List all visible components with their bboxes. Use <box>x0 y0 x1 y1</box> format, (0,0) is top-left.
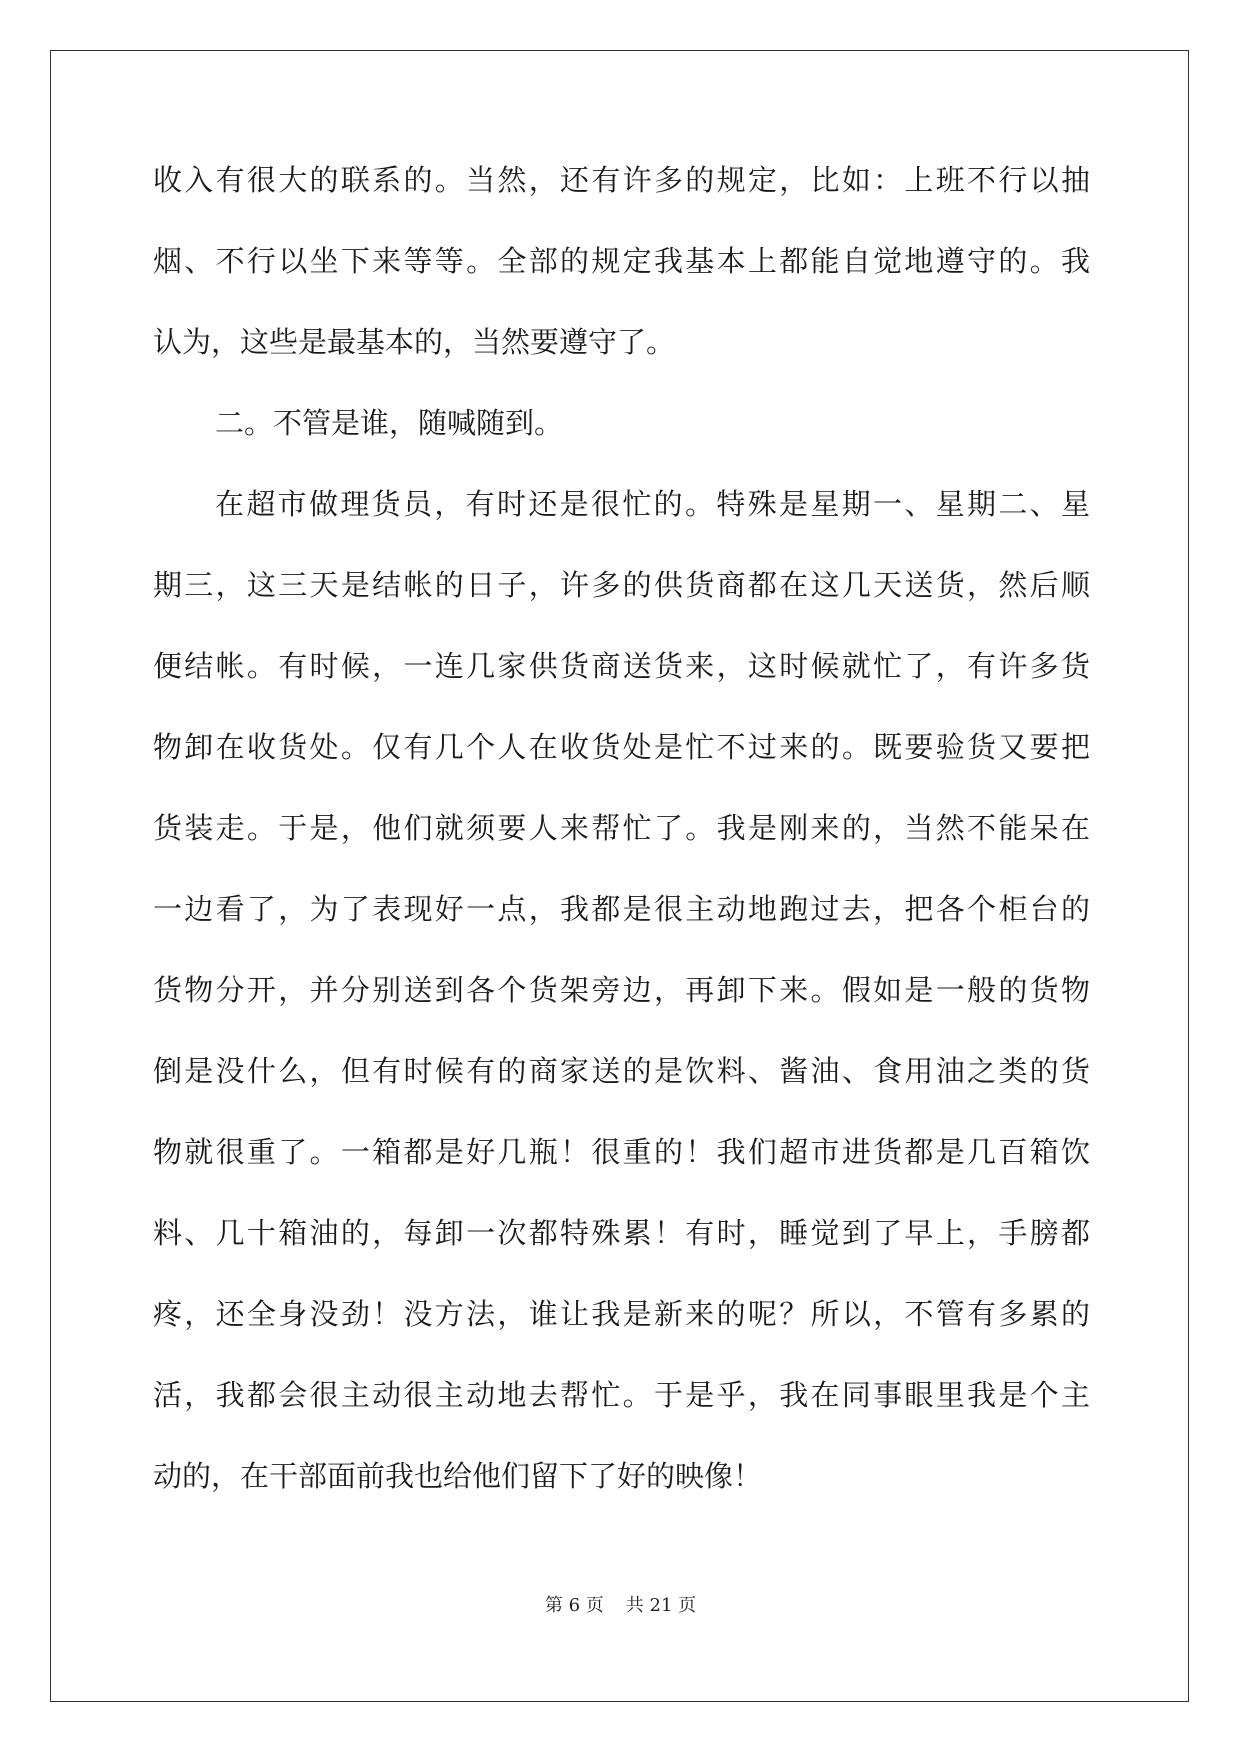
paragraph-line: 一边看了，为了表现好一点，我都是很主动地跑过去，把各个柜台的 <box>153 892 1090 926</box>
paragraph-line: 收入有很大的联系的。当然，还有许多的规定，比如：上班不行以抽 <box>153 163 1090 197</box>
paragraph-line: 认为，这些是最基本的，当然要遵守了。 <box>153 325 676 359</box>
paragraph-line: 料、几十箱油的，每卸一次都特殊累！有时，睡觉到了早上，手膀都 <box>153 1216 1090 1250</box>
paragraph-line: 疼，还全身没劲！没方法，谁让我是新来的呢？所以，不管有多累的 <box>153 1297 1090 1331</box>
paragraph-line: 在超市做理货员，有时还是很忙的。特殊是星期一、星期二、星 <box>215 487 1090 521</box>
paragraph-line: 货装走。于是，他们就须要人来帮忙了。我是刚来的，当然不能呆在 <box>153 811 1090 845</box>
paragraph-line: 活，我都会很主动很主动地去帮忙。于是乎，我在同事眼里我是个主 <box>153 1378 1090 1412</box>
page-footer <box>0 1594 1241 1618</box>
total-pages: 共 21 页 <box>625 1595 697 1616</box>
paragraph-line: 物就很重了。一箱都是好几瓶！很重的！我们超市进货都是几百箱饮 <box>153 1135 1090 1169</box>
paragraph-line: 期三，这三天是结帐的日子，许多的供货商都在这几天送货，然后顺 <box>153 568 1090 602</box>
paragraph-line: 便结帐。有时候，一连几家供货商送货来，这时候就忙了，有许多货 <box>153 649 1090 683</box>
paragraph-line: 动的，在干部面前我也给他们留下了好的映像！ <box>153 1459 763 1493</box>
paragraph-line: 烟、不行以坐下来等等。全部的规定我基本上都能自觉地遵守的。我 <box>153 244 1090 278</box>
paragraph-line: 倒是没什么，但有时候有的商家送的是饮料、酱油、食用油之类的货 <box>153 1054 1090 1088</box>
section-heading: 二。不管是谁，随喊随到。 <box>215 406 564 440</box>
page-number: 第 6 页 <box>544 1595 604 1616</box>
paragraph-line: 货物分开，并分别送到各个货架旁边，再卸下来。假如是一般的货物 <box>153 973 1090 1007</box>
paragraph-line: 物卸在收货处。仅有几个人在收货处是忙不过来的。既要验货又要把 <box>153 730 1090 764</box>
document-body <box>153 160 1090 1537</box>
